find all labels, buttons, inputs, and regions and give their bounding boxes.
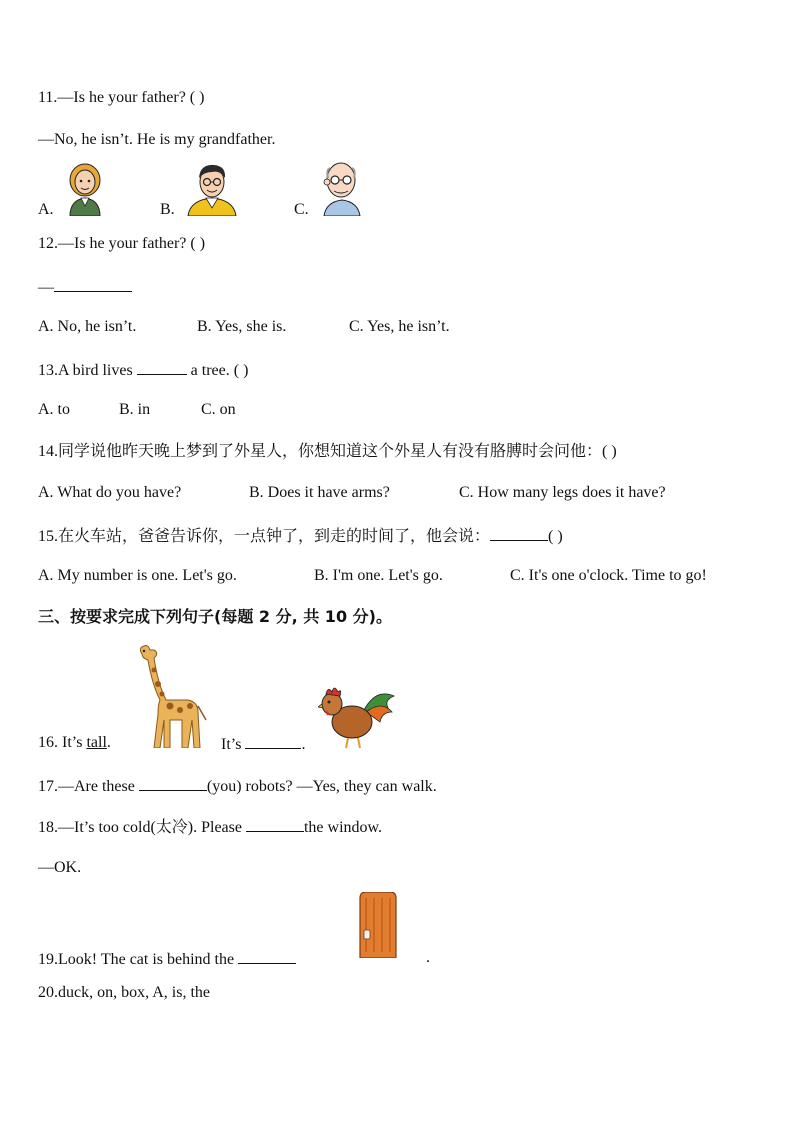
q18-reply: —OK. <box>38 859 82 876</box>
q13-option-a: A. to <box>38 401 70 418</box>
section-3-heading: 三、按要求完成下列句子(每题 2 分, 共 10 分)。 <box>38 607 392 626</box>
q13-stem-end: a tree. ( ) <box>186 362 249 379</box>
q16-line-1 <box>38 733 111 753</box>
q17-stem <box>38 775 437 797</box>
q18-stem-start: 18.—It’s too cold(太冷). Please <box>38 819 246 836</box>
q14-option-c: C. How many legs does it have? <box>459 484 666 501</box>
q12-option-a: A. No, he isn’t. <box>38 318 137 335</box>
q12-answer-blank[interactable] <box>54 276 132 292</box>
q15-stem <box>38 525 563 547</box>
q12-answer-dash: — <box>38 279 54 296</box>
q12-option-b: B. Yes, she is. <box>197 318 287 335</box>
rooster-picture <box>318 682 398 755</box>
q19-blank[interactable] <box>238 948 296 964</box>
q15-stem-start: 15.在火车站，爸爸告诉你，一点钟了，到走的时间了，他会说： <box>38 528 491 545</box>
q13-stem <box>38 359 248 381</box>
q19-period: . <box>426 949 430 966</box>
q18-stem-end: the window. <box>303 819 383 836</box>
q14-option-b: B. Does it have arms? <box>249 484 390 501</box>
q12-stem: 12.—Is he your father? ( ) <box>38 235 206 252</box>
q15-option-a: A. My number is one. Let's go. <box>38 567 237 584</box>
q15-option-c: C. It's one o'clock. Time to go! <box>510 567 707 584</box>
q11-option-c-label: C. <box>294 201 309 218</box>
q15-blank[interactable] <box>490 525 548 541</box>
q16-blank[interactable] <box>245 733 301 749</box>
giraffe-picture <box>128 644 210 753</box>
q19-stem-start: 19.Look! The cat is behind the <box>38 951 239 968</box>
q18-blank[interactable] <box>246 816 304 832</box>
q15-option-b: B. I'm one. Let's go. <box>314 567 443 584</box>
q15-stem-end: ( ) <box>548 528 563 545</box>
q16-second-start: It’s <box>221 736 246 753</box>
q13-option-c: C. on <box>201 401 236 418</box>
q11-answer-line: —No, he isn’t. He is my grandfather. <box>38 131 276 148</box>
q20-words: 20.duck, on, box, A, is, the <box>38 984 210 1001</box>
q17-stem-end: (you) robots? —Yes, they can walk. <box>206 778 437 795</box>
q16-line-2 <box>221 733 305 755</box>
q17-stem-start: 17.—Are these <box>38 778 139 795</box>
man-with-glasses-picture <box>186 160 238 221</box>
q13-stem-start: 13.A bird lives <box>38 362 137 379</box>
q12-answer-line <box>38 276 132 298</box>
q14-stem: 14.同学说他昨天晚上梦到了外星人，你想知道这个外星人有没有胳膊时会问他：( ) <box>38 443 617 460</box>
q16-underlined-word: tall <box>86 734 107 751</box>
q19-stem <box>38 948 296 970</box>
q16-second-end: . <box>301 736 306 753</box>
q13-blank[interactable] <box>137 359 187 375</box>
q16-stem-end: . <box>106 734 111 751</box>
door-picture <box>356 892 400 963</box>
grandfather-picture <box>318 158 362 221</box>
q11-option-a-label: A. <box>38 201 54 218</box>
woman-picture <box>64 160 106 221</box>
q11-stem: 11.—Is he your father? ( ) <box>38 89 205 106</box>
q17-blank[interactable] <box>139 775 207 791</box>
q16-stem-start: 16. It’s <box>38 734 87 751</box>
q12-option-c: C. Yes, he isn’t. <box>349 318 450 335</box>
q14-option-a: A. What do you have? <box>38 484 182 501</box>
q18-stem <box>38 816 382 838</box>
q13-option-b: B. in <box>119 401 151 418</box>
q11-option-b-label: B. <box>160 201 175 218</box>
